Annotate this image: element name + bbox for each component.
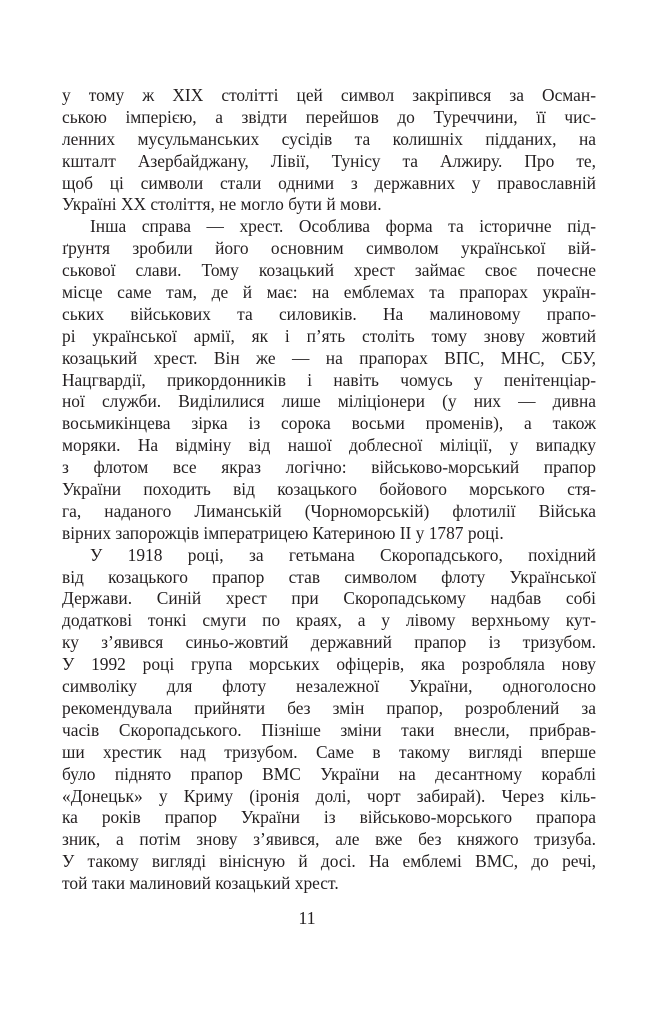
text-line: ши хрестик над тризубом. Саме в такому вигляді вперше xyxy=(62,741,596,762)
text-line: додаткові тонкі смуги по краях, а у лівому верхньому кут- xyxy=(62,610,596,631)
text-line: кшталт Азербайджану, Лівії, Тунісу та Алжиру. Про те, xyxy=(62,150,596,171)
text-line: той таки малиновий козацький хрест. xyxy=(62,873,339,894)
text-line: рі української армії, як і п’ять століть тому знову жовтий xyxy=(62,325,596,346)
text-line: ською імперією, а звідти перейшов до Туреччини, її чис- xyxy=(62,106,596,127)
text-line: Україні XX століття, не могло бути й мови. xyxy=(62,194,382,215)
paragraph xyxy=(62,85,596,216)
text-line: було піднято прапор ВМС України на десантному кораблі xyxy=(62,763,596,784)
text-line: у тому ж XIX столітті цей символ закріпився за Осман- xyxy=(62,85,596,105)
text-line: вірних запорожців імператрицею Катериною II у 1787 році. xyxy=(62,522,504,543)
text-line: восьмикінцева зірка із сорока восьми променів), а також xyxy=(62,413,596,434)
text-line: ку з’явився синьо-жовтий державний прапор із тризубом. xyxy=(62,632,596,653)
text-line: У такому вигляді вінісную й досі. На емблемі ВМС, до речі, xyxy=(62,851,596,872)
text-line: моряки. На відміну від нашої доблесної міліції, у випадку xyxy=(62,435,596,456)
text-line: ка років прапор України із військово-морського прапора xyxy=(62,807,596,828)
text-line: символіку для флоту незалежної України, одноголосно xyxy=(62,676,596,697)
text-line: часів Скоропадського. Пізніше зміни таки внесли, прибрав- xyxy=(62,719,596,740)
text-line: козацький хрест. Він же — на прапорах ВПС, МНС, СБУ, xyxy=(62,347,596,368)
text-line: га, наданого Лиманській (Чорноморській) флотилії Війська xyxy=(62,500,596,521)
paragraph xyxy=(62,216,596,544)
text-line: Держави. Синій хрест при Скоропадському надбав собі xyxy=(62,588,596,609)
text-line: щоб ці символи стали одними з державних у православній xyxy=(62,172,596,193)
text-line: Інша справа — хрест. Особлива форма та історичне під- xyxy=(90,216,596,237)
text-line: з флотом все якраз логічно: військово-морський прапор xyxy=(62,457,596,478)
text-line: зник, а потім знову з’явився, але вже без княжого тризуба. xyxy=(62,829,596,850)
text-line: У 1918 році, за гетьмана Скоропадського, похідний xyxy=(90,544,596,565)
text-line: ських військових та силовиків. На малиновому прапо- xyxy=(62,303,596,324)
text-line: від козацького прапор став символом флоту Української xyxy=(62,566,596,587)
text-line: «Донецьк» у Криму (іронія долі, чорт забирай). Через кіль- xyxy=(62,785,596,806)
text-line: України походить від козацького бойового морського стя- xyxy=(62,479,596,500)
text-line: Нацгвардії, прикордонників і навіть чомусь у пенітенціар- xyxy=(62,369,596,390)
text-line: місце саме там, де й має: на емблемах та прапорах україн- xyxy=(62,282,596,303)
text-line: У 1992 році група морських офіцерів, яка розробляла нову xyxy=(62,654,596,675)
text-line: ної служби. Виділилися лише міліціонери (у них — дивна xyxy=(62,391,596,412)
text-line: ґрунтя зробили його основним символом української вій- xyxy=(62,238,596,259)
page-number: 11 xyxy=(298,908,316,928)
text-line: ськової слави. Тому козацький хрест займає своє почесне xyxy=(62,260,596,281)
body-text xyxy=(62,85,596,895)
text-line: рекомендувала прийняти без змін прапор, розроблений за xyxy=(62,697,596,718)
paragraph xyxy=(62,545,596,895)
text-line: ленних мусульманських сусідів та колишніх підданих, на xyxy=(62,128,596,149)
